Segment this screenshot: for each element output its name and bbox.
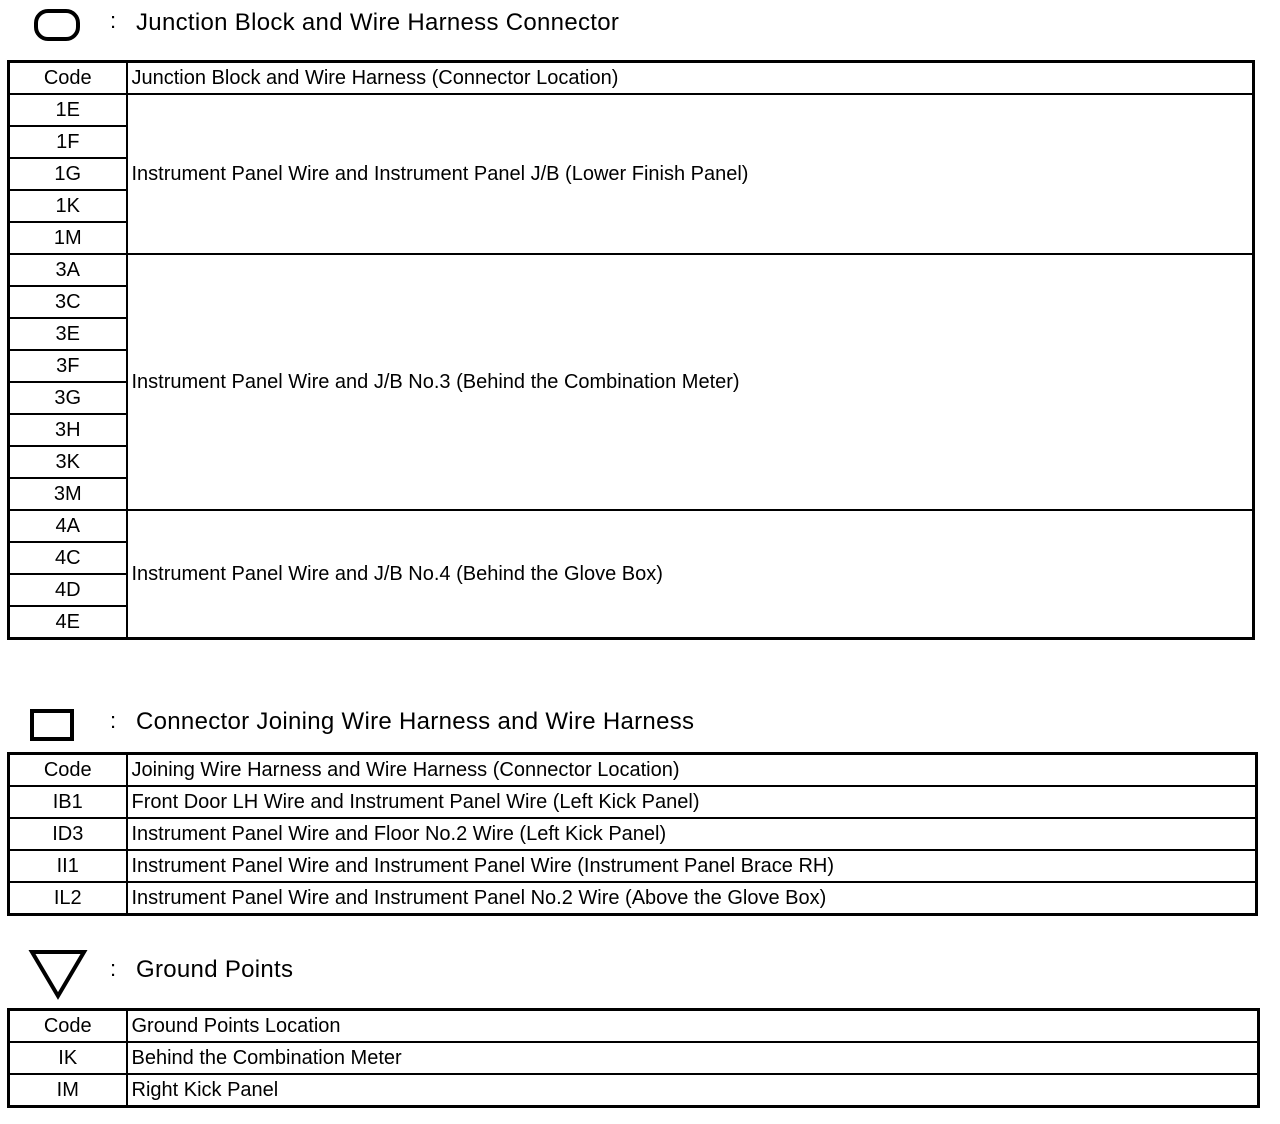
location-header: Junction Block and Wire Harness (Connector Location) [127,62,1254,95]
code-cell: 3F [9,350,127,382]
code-cell: IK [9,1042,127,1074]
heading-colon: : [110,956,117,981]
location-cell: Instrument Panel Wire and J/B No.4 (Behind the Glove Box) [127,510,1254,639]
code-cell: 4D [9,574,127,606]
heading-colon: : [110,8,117,33]
location-cell: Behind the Combination Meter [127,1042,1259,1074]
junction-block-table [7,60,1255,640]
code-cell: 3A [9,254,127,286]
table-row [9,882,1257,915]
code-cell: IB1 [9,786,127,818]
section-title: Connector Joining Wire Harness and Wire Harness [136,708,695,735]
location-cell: Instrument Panel Wire and J/B No.3 (Behind the Combination Meter) [127,254,1254,510]
code-cell: 1M [9,222,127,254]
section-title: Junction Block and Wire Harness Connector [136,9,620,36]
code-header: Code [9,754,127,787]
code-cell: IM [9,1074,127,1107]
table-row [9,818,1257,850]
code-header: Code [9,1010,127,1043]
code-cell: 1G [9,158,127,190]
table-header-row [9,1010,1259,1043]
code-cell: ID3 [9,818,127,850]
code-cell: 3M [9,478,127,510]
code-cell: 3C [9,286,127,318]
code-cell: IL2 [9,882,127,915]
code-header: Code [9,62,127,95]
section-title: Ground Points [136,956,294,983]
location-cell: Right Kick Panel [127,1074,1259,1107]
table-row [9,1042,1259,1074]
location-cell: Instrument Panel Wire and Instrument Panel No.2 Wire (Above the Glove Box) [127,882,1257,915]
code-cell: 3K [9,446,127,478]
table-row [9,510,1254,542]
connector-joining-heading [28,704,1228,754]
location-cell: Instrument Panel Wire and Instrument Panel Wire (Instrument Panel Brace RH) [127,850,1257,882]
table-row [9,850,1257,882]
location-cell: Instrument Panel Wire and Floor No.2 Wire (Left Kick Panel) [127,818,1257,850]
down-triangle-icon [28,948,88,1002]
code-cell: 1K [9,190,127,222]
code-cell: 1E [9,94,127,126]
table-row [9,1074,1259,1107]
location-header: Joining Wire Harness and Wire Harness (Connector Location) [127,754,1257,787]
location-cell: Front Door LH Wire and Instrument Panel Wire (Left Kick Panel) [127,786,1257,818]
code-cell: 3G [9,382,127,414]
table-header-row [9,754,1257,787]
code-cell: 4C [9,542,127,574]
table-header-row [9,62,1254,95]
code-cell: 4E [9,606,127,639]
code-cell: 4A [9,510,127,542]
rectangle-icon [28,704,88,744]
rounded-rectangle-icon [28,6,88,46]
junction-block-heading [28,6,1228,56]
code-cell: 3E [9,318,127,350]
location-header: Ground Points Location [127,1010,1259,1043]
connector-joining-table [7,752,1258,916]
code-cell: 1F [9,126,127,158]
location-cell: Instrument Panel Wire and Instrument Panel J/B (Lower Finish Panel) [127,94,1254,254]
ground-points-heading [28,948,1228,998]
code-cell: II1 [9,850,127,882]
table-row [9,786,1257,818]
table-row [9,94,1254,126]
code-cell: 3H [9,414,127,446]
table-row [9,254,1254,286]
ground-points-table [7,1008,1260,1108]
heading-colon: : [110,708,117,733]
